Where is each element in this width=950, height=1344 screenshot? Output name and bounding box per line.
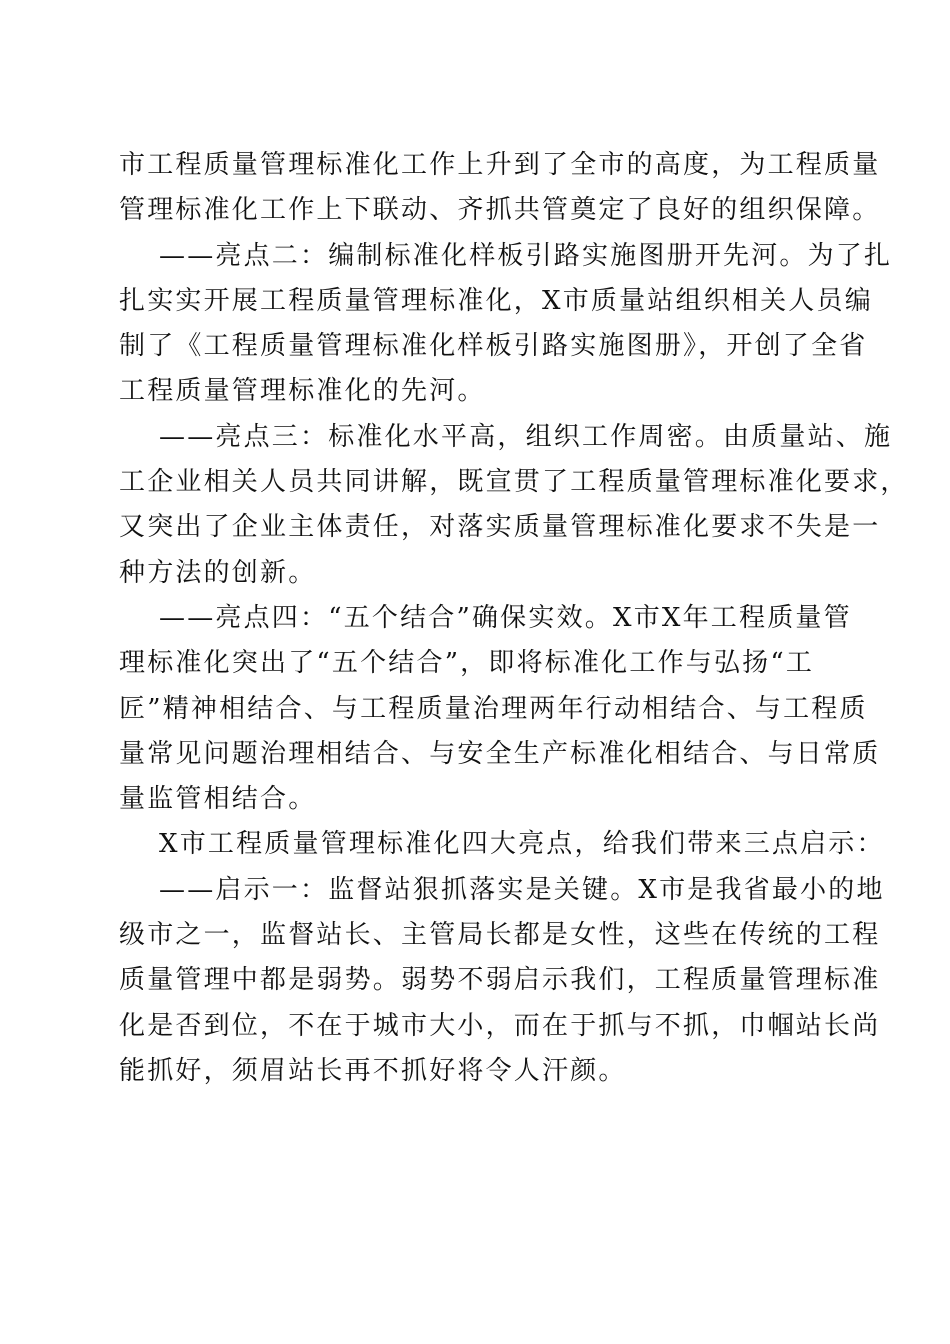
text-line: X市工程质量管理标准化四大亮点，给我们带来三点启示： bbox=[159, 829, 885, 860]
text-line: 工程质量管理标准化的先河。 bbox=[119, 376, 486, 407]
text-line: 化是否到位，不在于城市大小，而在于抓与不抓，巾帼站长尚 bbox=[119, 1010, 881, 1041]
text-line: 匠”精神相结合、与工程质量治理两年行动相结合、与工程质 bbox=[119, 693, 868, 724]
text-line: ——启示一：监督站狠抓落实是关键。X市是我省最小的地 bbox=[159, 874, 885, 905]
text-line: 质量管理中都是弱势。弱势不弱启示我们，工程质量管理标准 bbox=[119, 965, 881, 996]
text-line: ——亮点三：标准化水平高，组织工作周密。由质量站、施 bbox=[159, 421, 893, 452]
text-line: 理标准化突出了“五个结合”，即将标准化工作与弘扬“工 bbox=[119, 648, 815, 679]
document-body bbox=[119, 143, 909, 1094]
text-line: 量常见问题治理相结合、与安全生产标准化相结合、与日常质 bbox=[119, 738, 881, 769]
text-line: 种方法的创新。 bbox=[119, 557, 317, 588]
text-line: 能抓好，须眉站长再不抓好将令人汗颜。 bbox=[119, 1055, 627, 1086]
text-line: 级市之一，监督站长、主管局长都是女性，这些在传统的工程 bbox=[119, 920, 881, 951]
text-line: ——亮点四：“五个结合”确保实效。X市X年工程质量管 bbox=[159, 602, 852, 633]
text-line: ——亮点二：编制标准化样板引路实施图册开先河。为了扎 bbox=[159, 240, 893, 271]
text-line: 扎实实开展工程质量管理标准化，X市质量站组织相关人员编 bbox=[119, 285, 873, 316]
text-line: 工企业相关人员共同讲解，既宣贯了工程质量管理标准化要求， bbox=[119, 467, 909, 498]
text-line: 量监管相结合。 bbox=[119, 784, 317, 815]
text-line: 管理标准化工作上下联动、齐抓共管奠定了良好的组织保障。 bbox=[119, 195, 881, 226]
text-line: 市工程质量管理标准化工作上升到了全市的高度，为工程质量 bbox=[119, 150, 881, 180]
text-line: 制了《工程质量管理标准化样板引路实施图册》，开创了全省 bbox=[119, 331, 868, 362]
text-line: 又突出了企业主体责任，对落实质量管理标准化要求不失是一 bbox=[119, 512, 881, 543]
